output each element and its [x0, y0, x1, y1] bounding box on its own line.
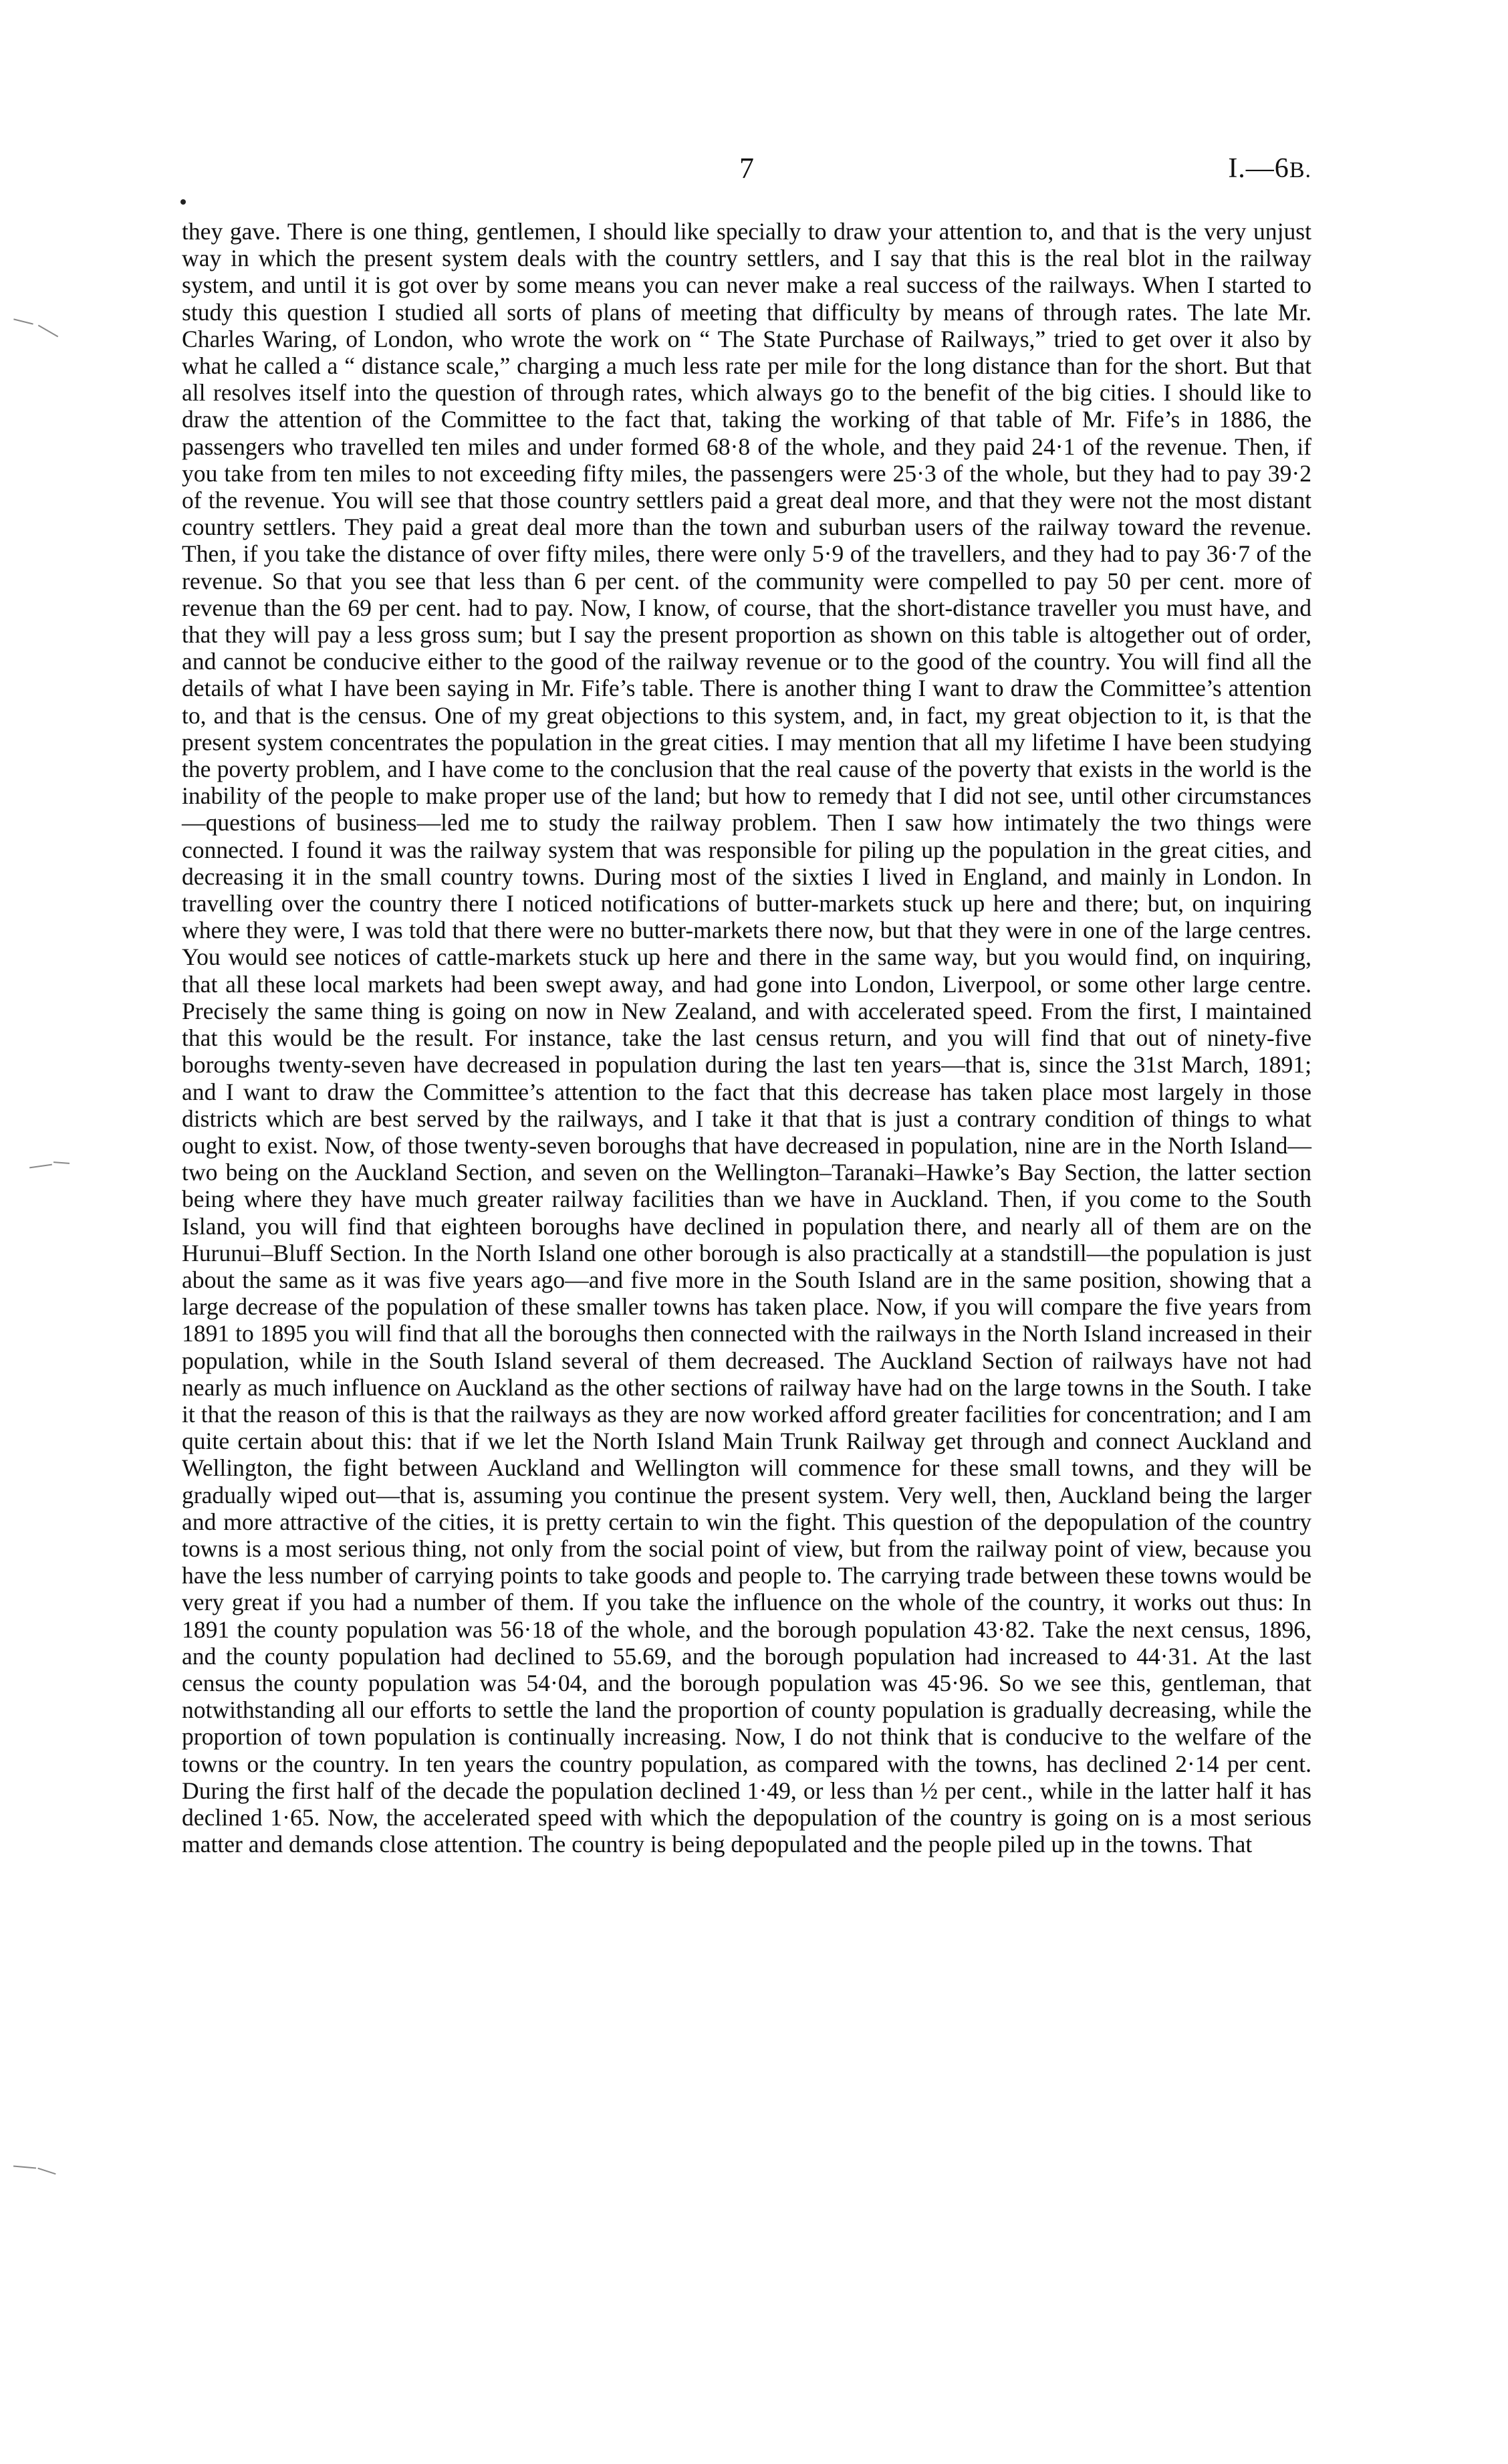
- margin-pencil-mark: [38, 325, 58, 338]
- body-text: [182, 218, 1311, 2351]
- document-reference: [1228, 148, 1311, 191]
- margin-pencil-mark: [37, 2168, 55, 2175]
- document-reference-suffix: B.: [1289, 158, 1311, 183]
- page-number: 7: [739, 152, 754, 185]
- body-paragraph: they gave. There is one thing, gentlemen, I should like specially to draw your attention to, and that is the very unjust way in which the present system deals with the country settlers, and I say that this is the real blot in the railway system, and until it is got over by some means you can never make a real success of the railways. When I started to study this question I studied all sorts of plans of meeting that difficulty by means of through rates. The late Mr. Charles Waring, of London, who wrote the work on “ The State Purchase of Railways,” tried to get over it also by what he called a “ distance scale,” charging a much less rate per mile for the long distance than for the short. But that all resolves itself into the question of through rates, which always go to the benefit of the big cities. I should like to draw the attention of the Committee to the fact that, taking the working of that table of Mr. Fife’s in 1886, the passengers who travelled ten miles and under formed 68·8 of the whole, and they paid 24·1 of the revenue. Then, if you take from ten miles to not exceeding fifty miles, the passengers were 25·3 of the whole, but they had to pay 39·2 of the revenue. You will see that those country settlers paid a great deal more, and that they were not the most distant country settlers. They paid a great deal more than the town and suburban users of the railway toward the revenue. Then, if you take the distance of over fifty miles, there were only 5·9 of the travellers, and they had to pay 36·7 of the revenue. So that you see that less than 6 per cent. of the community were compelled to pay 50 per cent. more of revenue than the 69 per cent. had to pay. Now, I know, of course, that the short-distance traveller you must have, and that they will pay a less gross sum; but I say the present proportion as shown on this table is altogether out of order, and cannot be conducive either to the good of the railway revenue or to the good of the country. You will find all the details of what I have been saying in Mr. Fife’s table. There is another thing I want to draw the Committee’s attention to, and that is the census. One of my great objections to this system, and, in fact, my great objection to it, is that the present system concentrates the population in the great cities. I may mention that all my lifetime I have been studying the poverty problem, and I have come to the conclusion that the real cause of the poverty that exists in the world is the inability of the people to make proper use of the land; but how to remedy that I did not see, until other circumstances—questions of business—led me to study the railway problem. Then I saw how intimately the two things were connected. I found it was the railway system that was responsible for piling up the population in the great cities, and decreasing it in the small country towns. During most of the sixties I lived in England, and mainly in London. In travelling over the country there I noticed notifications of butter-markets stuck up here and there; but, on inquiring where they were, I was told that there were no butter-markets there now, but that they were in one of the large centres. You would see notices of cattle-markets stuck up here and there in the same way, but you would find, on inquiring, that all these local markets had been swept away, and had gone into London, Liverpool, or some other large centre. Precisely the same thing is going on now in New Zealand, and with accelerated speed. From the first, I maintained that this would be the result. For instance, take the last census return, and you will find that out of ninety-five boroughs twenty-seven have decreased in population during the last ten years—that is, since the 31st March, 1891; and I want to draw the Committee’s attention to the fact that this decrease has taken place most largely in those districts which are best served by the railways, and I take it that that is just a contrary condition of things to what ought to exist. Now, of those twenty-seven boroughs that have decreased in population, nine are in the North Island—two being on the Auckland Section, and seven on the Wellington–Taranaki–Hawke’s Bay Section, the latter section being where they have much greater railway facilities than we have in Auckland. Then, if you come to the South Island, you will find that eighteen boroughs have declined in population there, and nearly all of them are on the Hurunui–Bluff Section. In the North Island one other borough is also practically at a standstill—the population is just about the same as it was five years ago—and five more in the South Island are in the same position, showing that a large decrease of the population of these smaller towns has taken place. Now, if you will compare the five years from 1891 to 1895 you will find that all the boroughs then connected with the railways in the North Island increased in their population, while in the South Island several of them decreased. The Auckland Section of railways have not had nearly as much influence on Auckland as the other sections of railway have had on the large towns in the South. I take it that the reason of this is that the railways as they are now worked afford greater facilities for concentration; and I am quite certain about this: that if we let the North Island Main Trunk Railway get through and connect Auckland and Wellington, the fight between Auckland and Wellington will commence for these small towns, and they will be gradually wiped out—that is, assuming you continue the present system. Very well, then, Auckland being the larger and more attractive of the cities, it is pretty certain to win the fight. This question of the depopulation of the country towns is a most serious thing, not only from the social point of view, but from the railway point of view, because you have the less number of carrying points to take goods and people to. The carrying trade between these towns would be very great if you had a number of them. If you take the influence on the whole of the country, it works out thus: In 1891 the county population was 56·18 of the whole, and the borough population 43·82. Take the next census, 1896, and the county population had declined to 55.69, and the borough population had increased to 44·31. At the last census the county population was 54·04, and the borough population was 45·96. So we see this, gentleman, that notwithstanding all our efforts to settle the land the proportion of county population is gradually decreasing, while the proportion of town population is continually increasing. Now, I do not think that is conducive to the welfare of the towns or the country. In ten years the country population, as compared with the towns, has declined 2·14 per cent. During the first half of the decade the population declined 1·49, or less than ½ per cent., while in the latter half it has declined 1·65. Now, the accelerated speed with which the depopulation of the country is going on is a most serious matter and demands close attention. The country is being depopulated and the people piled up in the towns. That: [182, 218, 1311, 1858]
- page-header: [182, 148, 1311, 189]
- margin-pencil-mark: [13, 318, 33, 324]
- margin-pencil-mark: [53, 1161, 70, 1164]
- margin-pencil-mark: [29, 1164, 52, 1169]
- paragraph-dot-mark: [180, 199, 186, 205]
- margin-pencil-mark: [13, 2166, 36, 2169]
- document-reference-main: I.—6: [1228, 153, 1289, 184]
